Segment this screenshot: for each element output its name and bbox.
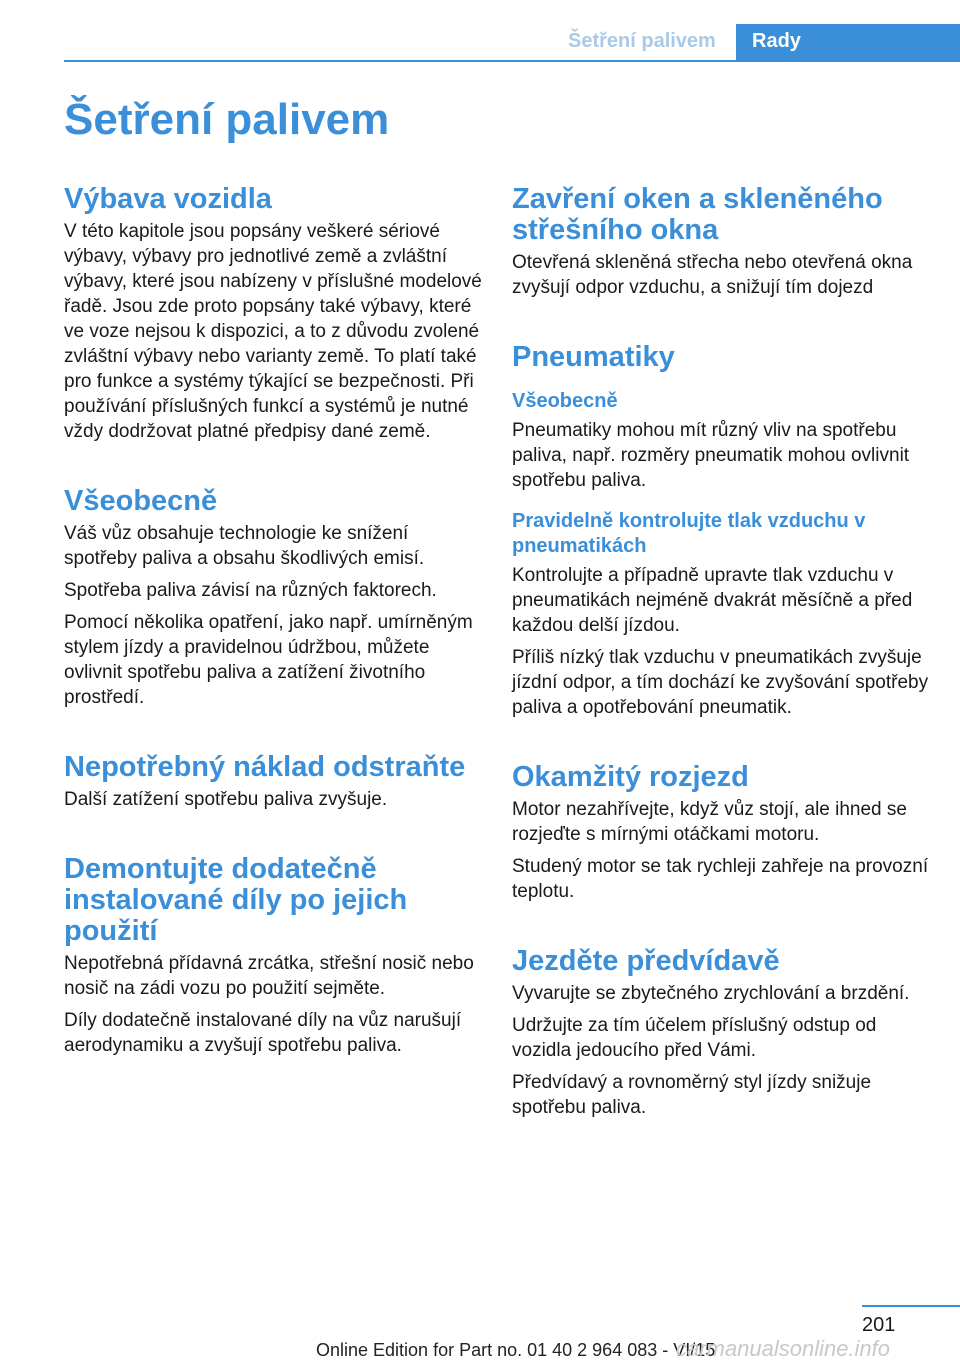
section-pneumatiky: [512, 342, 937, 720]
section-vseobecne: [64, 486, 484, 710]
paragraph: Další zatížení spotřebu paliva zvyšuje.: [64, 789, 388, 810]
paragraph: Spotřeba paliva závisí na různých faktorech.: [64, 580, 437, 601]
page-title: Šetření palivem: [64, 95, 390, 144]
paragraph: Kontrolujte a případně upravte tlak vzduchu v pneumatikách nejméně dvakrát měsíčně a před každou delší jízdou.: [512, 565, 913, 636]
subsection-title: Pravidelně kontrolujte tlak vzduchu v pneumatikách: [512, 510, 866, 557]
paragraph: Otevřená skleněná střecha nebo otevřená okna zvyšují odpor vzduchu, a snižují tím dojezd: [512, 252, 913, 298]
paragraph: Předvídavý a rovnoměrný styl jízdy snižuje spotřebu paliva.: [512, 1072, 872, 1118]
paragraph: Vyvarujte se zbytečného zrychlování a brzdění.: [512, 983, 910, 1004]
paragraph: Studený motor se tak rychleji zahřeje na provozní teplotu.: [512, 856, 929, 902]
header-tab: [736, 24, 960, 62]
section-naklad: [64, 752, 484, 812]
paragraph: Udržujte za tím účelem příslušný odstup od vozidla jedoucího před Vámi.: [512, 1015, 877, 1061]
paragraph: Díly dodatečně instalované díly na vůz narušují aerodynamiku a zvyšují spotřebu paliva.: [64, 1010, 462, 1056]
paragraph: Motor nezahřívejte, když vůz stojí, ale ihned se rozjeďte s mírnými otáčkami motoru.: [512, 799, 907, 845]
section-title: Výbava vozidla: [64, 183, 272, 215]
right-column: [512, 184, 937, 1162]
section-title: Jezděte předvídavě: [512, 945, 780, 977]
subsection-vseobecne: [512, 389, 937, 493]
left-column: [64, 184, 484, 1100]
section-vybava: [64, 184, 484, 444]
section-rozjezd: [512, 762, 937, 904]
paragraph: Pomocí několika opatření, jako např. umírněným stylem jízdy a pravidelnou údržbou, můžete ovlivnit spotřebu paliva a zatížení životního prostředí.: [64, 612, 473, 708]
paragraph: V této kapitole jsou popsány veškeré sériové výbavy, výbavy pro jednotlivé země a zvláštní výbavy, které jsou nabízeny v příslušné modelové řadě. Jsou zde proto popsány také výbavy, které ve voze nejsou k dispozici, a to z důvodu zvolené zvláštní výbavy nebo varianty země. To platí také pro funkce a systémy týkající se bezpečnosti. Při používání příslušných funkcí a systémů je nutné vždy dodržovat platné předpisy dané země.: [64, 221, 482, 442]
section-title: Demontujte dodatečně instalované díly po jejich použití: [64, 853, 408, 947]
paragraph: Nepotřebná přídavná zrcátka, střešní nosič nebo nosič na zádi vozu po použití sejměte.: [64, 953, 474, 999]
section-demontujte: [64, 854, 484, 1058]
section-predvidave: [512, 946, 937, 1120]
subsection-tlak: [512, 509, 937, 720]
footer-rule: [862, 1305, 960, 1307]
paragraph: Pneumatiky mohou mít různý vliv na spotřebu paliva, např. rozměry pneumatik mohou ovlivnit spotřebu paliva.: [512, 420, 910, 491]
page-number: 201: [862, 1314, 896, 1336]
section-title: Okamžitý rozjezd: [512, 761, 749, 793]
edition-note: Online Edition for Part no. 01 40 2 964 083 - VI/15: [316, 1340, 716, 1360]
subsection-title: Všeobecně: [512, 390, 618, 412]
section-title: Zavření oken a skleněného střešního okna: [512, 183, 883, 246]
header-section-label: Šetření palivem: [568, 30, 716, 52]
section-title: Pneumatiky: [512, 341, 675, 373]
paragraph: Příliš nízký tlak vzduchu v pneumatikách zvyšuje jízdní odpor, a tím dochází ke zvyšování spotřeby paliva a opotřebování pneumatik.: [512, 647, 929, 718]
section-okna: [512, 184, 937, 300]
watermark: carmanualsonline.info: [676, 1336, 891, 1361]
section-title: Všeobecně: [64, 485, 218, 517]
header-tab-label: Rady: [752, 30, 801, 52]
paragraph: Váš vůz obsahuje technologie ke snížení spotřeby paliva a obsahu škodlivých emisí.: [64, 523, 425, 569]
section-title: Nepotřebný náklad odstraňte: [64, 751, 466, 783]
